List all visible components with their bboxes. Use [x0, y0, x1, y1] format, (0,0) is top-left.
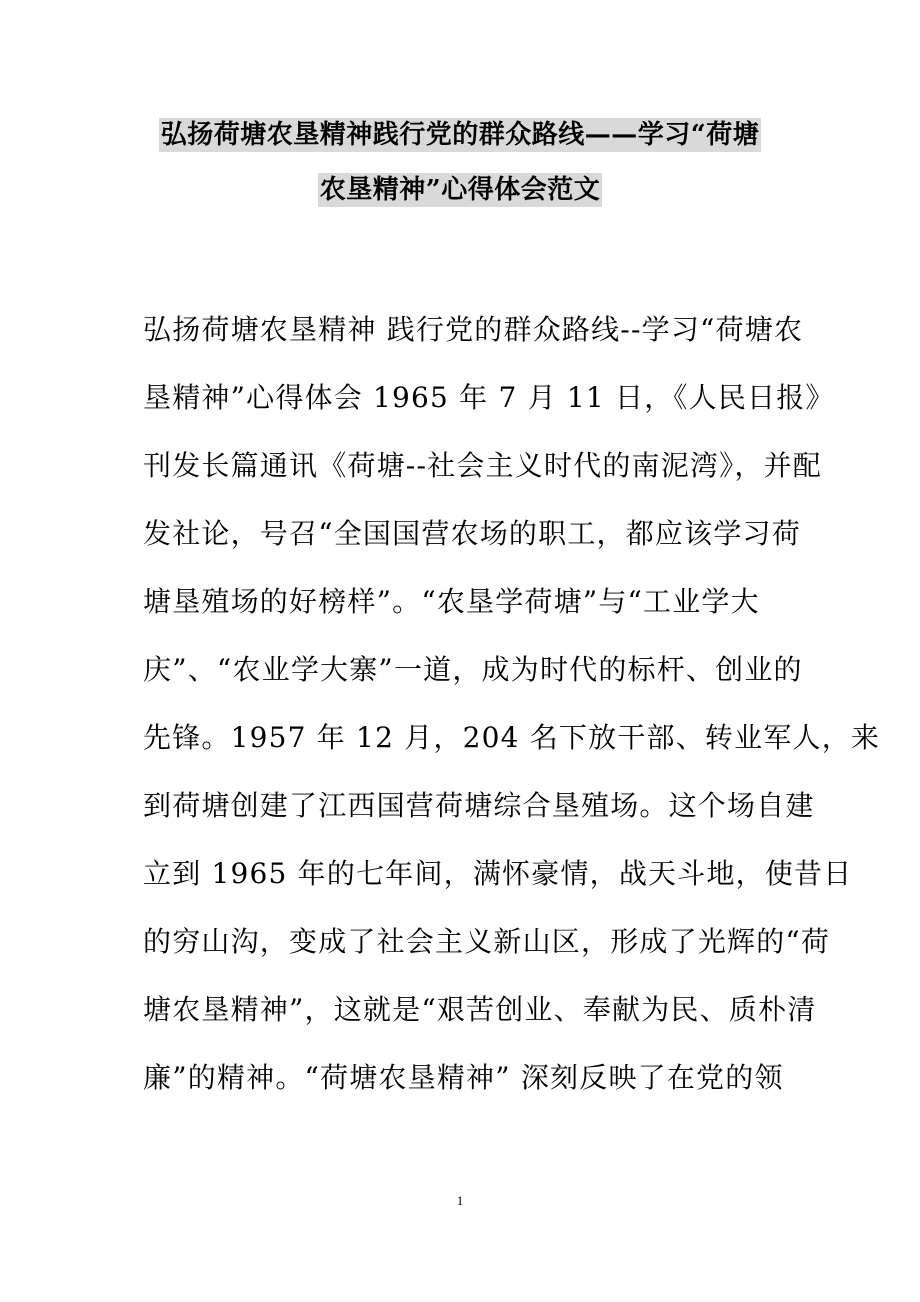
body-line: 弘扬荷塘农垦精神 践行党的群众路线--学习“荷塘农 [143, 313, 804, 346]
body-line: 刊发长篇通讯《荷塘--社会主义时代的南泥湾》，并配 [143, 449, 822, 482]
page-number: 1 [456, 1193, 464, 1208]
document-title [100, 112, 820, 207]
body-line: 的穷山沟，变成了社会主义新山区，形成了光辉的“荷 [143, 925, 831, 958]
body-line: 发社论，号召“全国国营农场的职工，都应该学习荷 [143, 517, 801, 550]
body-line: 到荷塘创建了江西国营荷塘综合垦殖场。这个场自建 [143, 789, 815, 822]
body-line: 塘垦殖场的好榜样”。“农垦学荷塘”与“工业学大 [143, 585, 760, 618]
body-line: 先锋。1957 年 12 月，204 名下放干部、转业军人，来 [143, 721, 881, 754]
body-line: 立到 1965 年的七年间，满怀豪情，战天斗地，使昔日 [143, 857, 853, 890]
body-line: 庆”、“农业学大寨”一道，成为时代的标杆、创业的 [143, 653, 803, 686]
body-paragraph [143, 305, 881, 1121]
body-line: 塘农垦精神”，这就是“艰苦创业、奉献为民、质朴清 [143, 993, 817, 1026]
title-line-1: 弘扬荷塘农垦精神践行党的群众路线——学习“荷塘 [160, 120, 760, 150]
body-line: 垦精神”心得体会 1965 年 7 月 11 日，《人民日报》 [143, 381, 835, 414]
body-line: 廉”的精神。“荷塘农垦精神” 深刻反映了在党的领 [143, 1061, 784, 1094]
title-line-2: 农垦精神”心得体会范文 [319, 175, 601, 205]
